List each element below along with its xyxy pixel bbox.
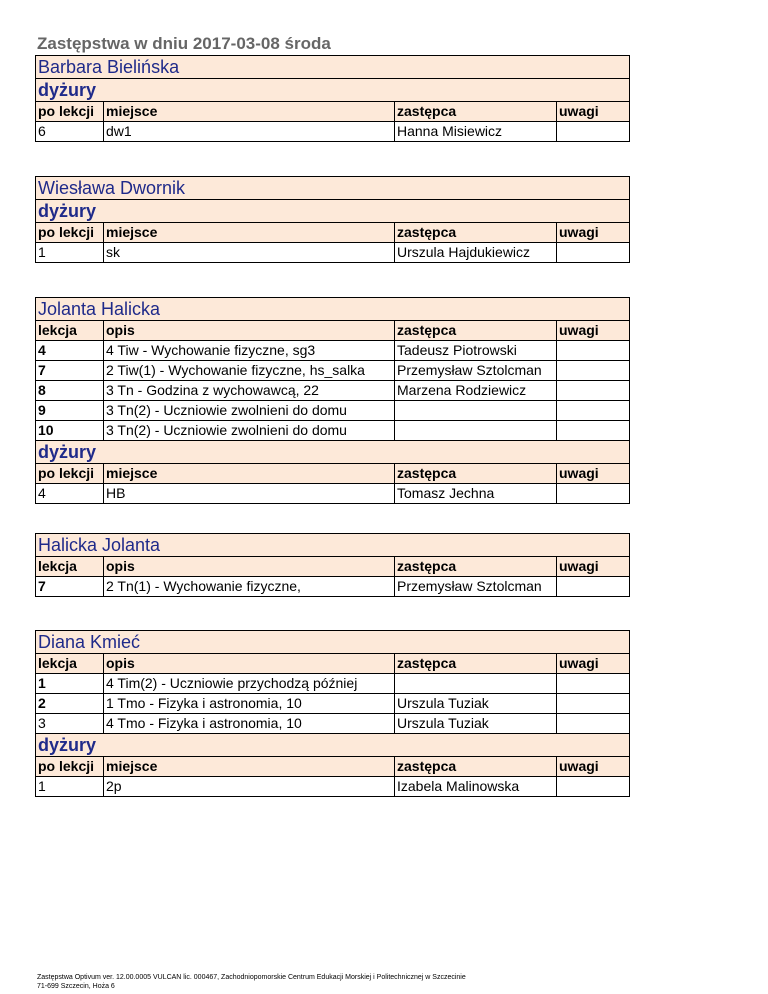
table-row: [36, 381, 630, 401]
teacher-name: Halicka Jolanta: [36, 534, 630, 557]
teacher-block: [35, 297, 629, 504]
substitution-table: [35, 533, 630, 597]
cell-po-lekcji: 1: [36, 777, 104, 797]
cell-lekcja: 8: [36, 381, 104, 401]
cell-lekcja: 3: [36, 714, 104, 734]
column-header: uwagi: [557, 654, 630, 674]
column-header: zastępca: [395, 654, 557, 674]
table-row: [36, 577, 630, 597]
section-title-duties: dyżury: [36, 441, 630, 464]
substitution-table: [35, 297, 630, 504]
column-header: po lekcji: [36, 757, 104, 777]
column-header: lekcja: [36, 557, 104, 577]
page-title: Zastępstwa w dniu 2017-03-08 środa: [37, 34, 331, 53]
cell-lekcja: 2: [36, 694, 104, 714]
table-row: [36, 421, 630, 441]
cell-lekcja: 4: [36, 341, 104, 361]
table-header-row: [36, 321, 630, 341]
cell-zastepca: [395, 674, 557, 694]
cell-lekcja: 7: [36, 577, 104, 597]
cell-uwagi: [557, 777, 630, 797]
table-row: [36, 674, 630, 694]
cell-opis: 4 Tmo - Fizyka i astronomia, 10: [104, 714, 395, 734]
column-header: uwagi: [557, 223, 630, 243]
cell-zastepca: Przemysław Sztolcman: [395, 361, 557, 381]
cell-zastepca: Urszula Tuziak: [395, 714, 557, 734]
table-row: [36, 777, 630, 797]
column-header: uwagi: [557, 464, 630, 484]
column-header: po lekcji: [36, 223, 104, 243]
section-title-duties: dyżury: [36, 734, 630, 757]
substitution-table: [35, 630, 630, 797]
cell-zastepca: Tomasz Jechna: [395, 484, 557, 504]
cell-zastepca: Marzena Rodziewicz: [395, 381, 557, 401]
cell-lekcja: 9: [36, 401, 104, 421]
cell-miejsce: 2p: [104, 777, 395, 797]
cell-zastepca: Tadeusz Piotrowski: [395, 341, 557, 361]
table-row: [36, 714, 630, 734]
table-row: [36, 401, 630, 421]
cell-opis: 3 Tn(2) - Uczniowie zwolnieni do domu: [104, 401, 395, 421]
column-header: uwagi: [557, 757, 630, 777]
cell-zastepca: Urszula Hajdukiewicz: [395, 243, 557, 263]
teacher-name: Wiesława Dwornik: [36, 177, 630, 200]
column-header: uwagi: [557, 557, 630, 577]
cell-opis: 3 Tn(2) - Uczniowie zwolnieni do domu: [104, 421, 395, 441]
cell-po-lekcji: 1: [36, 243, 104, 263]
cell-opis: 1 Tmo - Fizyka i astronomia, 10: [104, 694, 395, 714]
table-header-row: [36, 654, 630, 674]
cell-lekcja: 1: [36, 674, 104, 694]
column-header: uwagi: [557, 321, 630, 341]
cell-uwagi: [557, 341, 630, 361]
cell-uwagi: [557, 243, 630, 263]
cell-opis: 3 Tn - Godzina z wychowawcą, 22: [104, 381, 395, 401]
cell-opis: 2 Tn(1) - Wychowanie fizyczne,: [104, 577, 395, 597]
table-row: [36, 341, 630, 361]
cell-zastepca: Hanna Misiewicz: [395, 122, 557, 142]
cell-miejsce: HB: [104, 484, 395, 504]
cell-uwagi: [557, 484, 630, 504]
substitution-table: [35, 55, 630, 142]
column-header: opis: [104, 654, 395, 674]
table-row: [36, 122, 630, 142]
cell-miejsce: dw1: [104, 122, 395, 142]
cell-uwagi: [557, 694, 630, 714]
column-header: zastępca: [395, 557, 557, 577]
cell-zastepca: [395, 421, 557, 441]
footer-line: Zastępstwa Optivum ver. 12.00.0005 VULCAN lic. 000467, Zachodniopomorskie Centrum Edukacji Morskiej i Politechnicznej w Szczecinie: [37, 974, 466, 981]
column-header: miejsce: [104, 464, 395, 484]
cell-uwagi: [557, 381, 630, 401]
teacher-block: [35, 176, 629, 263]
column-header: lekcja: [36, 321, 104, 341]
cell-lekcja: 10: [36, 421, 104, 441]
column-header: zastępca: [395, 321, 557, 341]
column-header: miejsce: [104, 102, 395, 122]
cell-po-lekcji: 4: [36, 484, 104, 504]
cell-uwagi: [557, 361, 630, 381]
cell-zastepca: [395, 401, 557, 421]
teacher-block: [35, 630, 629, 797]
cell-zastepca: Izabela Malinowska: [395, 777, 557, 797]
column-header: lekcja: [36, 654, 104, 674]
substitution-table: [35, 176, 630, 263]
column-header: zastępca: [395, 757, 557, 777]
table-header-row: [36, 557, 630, 577]
cell-uwagi: [557, 714, 630, 734]
cell-zastepca: Urszula Tuziak: [395, 694, 557, 714]
table-row: [36, 243, 630, 263]
cell-miejsce: sk: [104, 243, 395, 263]
cell-uwagi: [557, 421, 630, 441]
section-title-duties: dyżury: [36, 79, 630, 102]
teacher-name: Jolanta Halicka: [36, 298, 630, 321]
footer-line: 71-699 Szczecin, Hoża 6: [37, 983, 115, 990]
table-header-row: [36, 102, 630, 122]
teacher-block: [35, 55, 629, 142]
column-header: zastępca: [395, 464, 557, 484]
teacher-name: Diana Kmieć: [36, 631, 630, 654]
column-header: uwagi: [557, 102, 630, 122]
cell-opis: 4 Tiw - Wychowanie fizyczne, sg3: [104, 341, 395, 361]
cell-lekcja: 7: [36, 361, 104, 381]
footer: [37, 973, 466, 991]
cell-zastepca: Przemysław Sztolcman: [395, 577, 557, 597]
teacher-block: [35, 533, 629, 597]
table-header-row: [36, 757, 630, 777]
cell-opis: 2 Tiw(1) - Wychowanie fizyczne, hs_salka: [104, 361, 395, 381]
table-row: [36, 484, 630, 504]
column-header: po lekcji: [36, 102, 104, 122]
column-header: zastępca: [395, 223, 557, 243]
section-title-duties: dyżury: [36, 200, 630, 223]
column-header: miejsce: [104, 223, 395, 243]
cell-opis: 4 Tim(2) - Uczniowie przychodzą później: [104, 674, 395, 694]
cell-uwagi: [557, 401, 630, 421]
column-header: zastępca: [395, 102, 557, 122]
cell-po-lekcji: 6: [36, 122, 104, 142]
table-header-row: [36, 464, 630, 484]
table-row: [36, 694, 630, 714]
teacher-name: Barbara Bielińska: [36, 56, 630, 79]
table-row: [36, 361, 630, 381]
cell-uwagi: [557, 577, 630, 597]
table-header-row: [36, 223, 630, 243]
cell-uwagi: [557, 674, 630, 694]
column-header: opis: [104, 557, 395, 577]
column-header: miejsce: [104, 757, 395, 777]
column-header: opis: [104, 321, 395, 341]
cell-uwagi: [557, 122, 630, 142]
column-header: po lekcji: [36, 464, 104, 484]
